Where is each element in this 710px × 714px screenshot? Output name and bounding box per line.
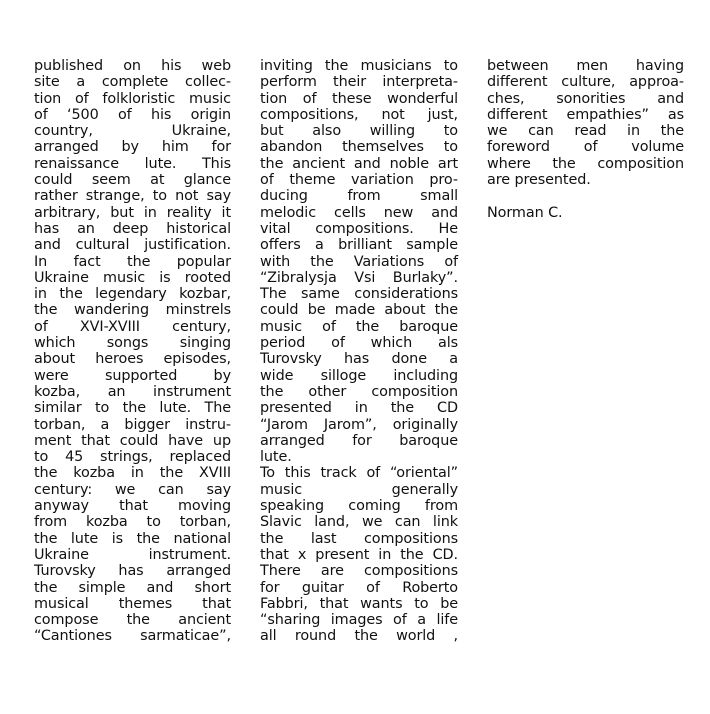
text-line: perform their interpreta- (260, 74, 458, 91)
text-line: arbitrary, but in reality it (34, 204, 231, 221)
text-line: renaissance lute. This (34, 155, 231, 172)
text-line: between men having (487, 58, 684, 74)
text-line: kozba, an instrument (34, 383, 231, 400)
text-line: Ukraine music is rooted (34, 269, 231, 286)
text-line: site a complete collec- (34, 74, 231, 91)
text-line: abandon themselves to (260, 139, 458, 156)
text-line: but also willing to (260, 123, 458, 140)
author-signature: Norman C. (487, 204, 563, 221)
text-line: Turovsky has done a (260, 351, 458, 368)
text-line: which songs singing (34, 335, 231, 352)
text-line: could be made about the (260, 302, 458, 319)
text-line: There are compositions (260, 563, 458, 580)
text-line: music generally (260, 481, 458, 498)
text-line: presented in the CD (260, 400, 458, 417)
text-line: published on his web (34, 58, 231, 74)
text-line: In fact the popular (34, 253, 231, 270)
text-line: ches, sonorities and (487, 90, 684, 107)
text-line: to 45 strings, replaced (34, 449, 231, 466)
text-line: are presented. (487, 172, 591, 189)
text-line: from kozba to torban, (34, 514, 231, 531)
text-line: “sharing images of a life (260, 612, 458, 629)
text-line: compositions, not just, (260, 106, 458, 123)
text-line: the simple and short (34, 579, 231, 596)
text-line: Slavic land, we can link (260, 514, 458, 531)
text-line: “Cantiones sarmaticae”, (34, 628, 231, 645)
text-line: music of the baroque (260, 318, 458, 335)
text-line: arranged by him for (34, 139, 231, 156)
text-line: country, Ukraine, (34, 123, 231, 140)
text-line: inviting the musicians to (260, 58, 458, 74)
text-line: could seem at glance (34, 172, 231, 189)
text-line: the kozba in the XVIII (34, 465, 231, 482)
text-line: for guitar of Roberto (260, 579, 458, 596)
text-line: anyway that moving (34, 498, 231, 515)
text-line: “Jarom Jarom”, originally (260, 416, 458, 433)
text-line: the last compositions (260, 530, 458, 547)
text-line: Turovsky has arranged (34, 563, 231, 580)
text-line: vital compositions. He (260, 220, 458, 237)
text-line: of ‘500 of his origin (34, 106, 231, 123)
text-line: “Zibralysja Vsi Burlaky”. (260, 269, 458, 286)
text-line: about heroes episodes, (34, 351, 231, 368)
text-line: has an deep historical (34, 220, 231, 237)
text-line: lute. (260, 449, 292, 466)
text-line: musical themes that (34, 595, 231, 612)
text-line: with the Variations of (260, 253, 458, 270)
text-line: different culture, approa- (487, 74, 684, 91)
text-column-2 (260, 58, 458, 645)
text-line: all round the world , (260, 628, 458, 645)
text-line: rather strange, to not say (34, 188, 231, 205)
text-line: similar to the lute. The (34, 400, 231, 417)
text-line: of XVI-XVIII century, (34, 318, 231, 335)
text-line: the lute is the national (34, 530, 231, 547)
text-line: the ancient and noble art (260, 155, 458, 172)
text-line: we can read in the (487, 123, 684, 140)
text-line: Ukraine instrument. (34, 546, 231, 563)
text-line: period of which als (260, 335, 458, 352)
text-line: century: we can say (34, 481, 231, 498)
text-line: The same considerations (260, 286, 458, 303)
text-line: To this track of “oriental” (260, 465, 458, 482)
text-column-3 (487, 58, 684, 221)
text-line: ment that could have up (34, 432, 231, 449)
text-line: melodic cells new and (260, 204, 458, 221)
text-column-1 (34, 58, 231, 645)
text-line: were supported by (34, 367, 231, 384)
text-line: tion of these wonderful (260, 90, 458, 107)
text-line: in the legendary kozbar, (34, 286, 231, 303)
text-line: arranged for baroque (260, 432, 458, 449)
text-line: wide silloge including (260, 367, 458, 384)
text-line: that x present in the CD. (260, 546, 458, 563)
text-line: foreword of volume (487, 139, 684, 156)
text-line: and cultural justification. (34, 237, 231, 254)
text-line: the other composition (260, 383, 458, 400)
text-line: the wandering minstrels (34, 302, 231, 319)
text-line: compose the ancient (34, 612, 231, 629)
text-line: tion of folkloristic music (34, 90, 231, 107)
text-line: Fabbri, that wants to be (260, 595, 458, 612)
text-line: where the composition (487, 155, 684, 172)
text-line: offers a brilliant sample (260, 237, 458, 254)
text-line: torban, a bigger instru- (34, 416, 231, 433)
text-line: of theme variation pro- (260, 172, 458, 189)
text-line: ducing from small (260, 188, 458, 205)
text-line: speaking coming from (260, 498, 458, 515)
paragraph-gap (487, 188, 684, 204)
text-line: different empathies” as (487, 106, 684, 123)
